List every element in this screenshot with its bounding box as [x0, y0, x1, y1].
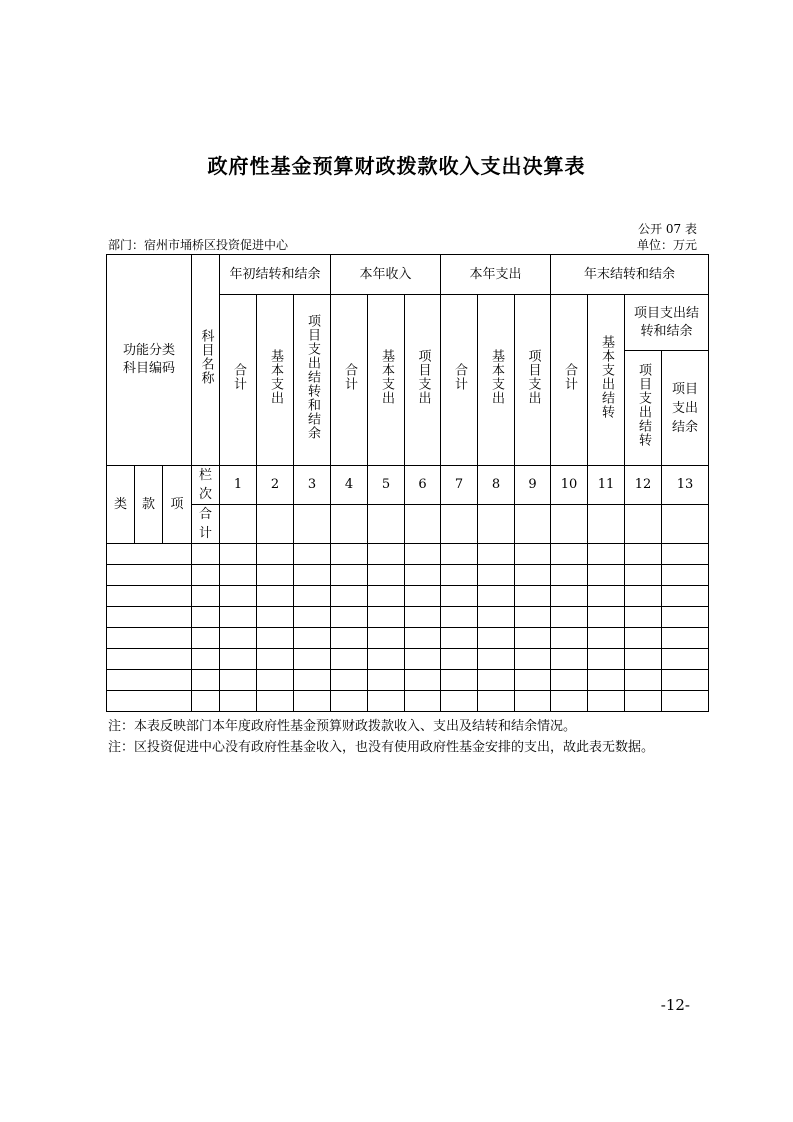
note-line: 注：本表反映部门本年度政府性基金预算财政拨款收入、支出及结转和结余情况。 [108, 719, 577, 734]
table-cell [294, 586, 331, 607]
col-end-project-balance: 项目支出结余 [662, 351, 709, 466]
table-cell [294, 649, 331, 670]
group-begin-balance: 年初结转和结余 [220, 255, 331, 295]
table-cell [368, 649, 405, 670]
col-expense-total: 合计 [441, 295, 478, 466]
table-cell [662, 565, 709, 586]
table-cell [625, 670, 662, 691]
table-cell [257, 607, 294, 628]
table-cell [294, 544, 331, 565]
table-cell [588, 691, 625, 712]
column-number: 11 [588, 466, 625, 505]
table-cell [257, 649, 294, 670]
table-cell [331, 607, 368, 628]
table-cell [331, 691, 368, 712]
table-cell [588, 649, 625, 670]
table-cell [662, 691, 709, 712]
table-cell [405, 670, 441, 691]
table-cell [294, 628, 331, 649]
table-cell [331, 586, 368, 607]
column-number: 12 [625, 466, 662, 505]
table-cell [257, 544, 294, 565]
table-cell [331, 505, 368, 544]
table-cell [257, 628, 294, 649]
table-cell [588, 565, 625, 586]
table-cell [220, 628, 257, 649]
section-label: 款 [135, 466, 163, 544]
notes [108, 716, 654, 758]
table-cell [220, 565, 257, 586]
table-cell [220, 607, 257, 628]
table-cell [220, 691, 257, 712]
table-cell [588, 628, 625, 649]
col-end-total: 合计 [551, 295, 588, 466]
column-number: 13 [662, 466, 709, 505]
table-cell [331, 544, 368, 565]
table-cell [515, 628, 551, 649]
table-cell [588, 670, 625, 691]
table-cell [257, 565, 294, 586]
column-number: 3 [294, 466, 331, 505]
table-cell [257, 691, 294, 712]
column-number: 9 [515, 466, 551, 505]
table-cell [551, 670, 588, 691]
table-cell [625, 691, 662, 712]
table-cell [625, 565, 662, 586]
table-cell [515, 691, 551, 712]
table-cell [588, 586, 625, 607]
table-cell [441, 691, 478, 712]
table-cell [331, 628, 368, 649]
table-cell [257, 586, 294, 607]
table-cell [478, 586, 515, 607]
table-cell [662, 586, 709, 607]
table-cell [478, 607, 515, 628]
settlement-table [106, 254, 709, 712]
table-cell [515, 670, 551, 691]
func-code-header: 功能分类科目编码 [107, 255, 192, 466]
table-cell [192, 607, 220, 628]
table-cell [662, 505, 709, 544]
table-row [107, 628, 709, 649]
table-cell [625, 586, 662, 607]
page-number: -12- [660, 996, 690, 1014]
table-cell [368, 565, 405, 586]
table-cell [405, 544, 441, 565]
table-cell [551, 505, 588, 544]
table-cell [192, 649, 220, 670]
table-cell [220, 586, 257, 607]
page-title: 政府性基金预算财政拨款收入支出决算表 [207, 154, 586, 178]
table-cell [107, 628, 192, 649]
table-cell [331, 670, 368, 691]
table-cell [662, 670, 709, 691]
table-cell [478, 670, 515, 691]
table-cell [405, 565, 441, 586]
col-income-basic: 基本支出 [368, 295, 405, 466]
col-end-project-carry: 项目支出结转 [625, 351, 662, 466]
col-expense-basic: 基本支出 [478, 295, 515, 466]
table-cell [551, 607, 588, 628]
column-number: 8 [478, 466, 515, 505]
table-cell [588, 505, 625, 544]
table-cell [551, 544, 588, 565]
table-cell [625, 607, 662, 628]
table-cell [441, 607, 478, 628]
column-number: 4 [331, 466, 368, 505]
table-cell [107, 565, 192, 586]
table-cell [515, 607, 551, 628]
table-cell [588, 607, 625, 628]
col-begin-project: 项目支出结转和结余 [294, 295, 331, 466]
table-cell [368, 607, 405, 628]
table-cell [220, 505, 257, 544]
table-cell [107, 607, 192, 628]
table-cell [192, 670, 220, 691]
table-cell [368, 586, 405, 607]
col-begin-total: 合计 [220, 295, 257, 466]
table-cell [625, 505, 662, 544]
subject-name-header: 科目名称 [192, 255, 220, 466]
total-row-label: 合计 [192, 505, 220, 544]
sub-project-carry-balance: 项目支出结转和结余 [625, 295, 709, 351]
column-order-label: 栏次 [192, 466, 220, 505]
table-cell [405, 586, 441, 607]
table-cell [220, 670, 257, 691]
table-row [107, 607, 709, 628]
table-cell [662, 649, 709, 670]
table-cell [257, 505, 294, 544]
table-cell [478, 649, 515, 670]
table-cell [405, 628, 441, 649]
table-row [107, 586, 709, 607]
col-end-basic-carry: 基本支出结转 [588, 295, 625, 466]
table-cell [331, 649, 368, 670]
table-row [107, 649, 709, 670]
department-label: 部门：宿州市埇桥区投资促进中心 [108, 238, 289, 252]
table-row [107, 565, 709, 586]
table-cell [294, 505, 331, 544]
column-number: 1 [220, 466, 257, 505]
table-cell [405, 649, 441, 670]
table-cell [478, 691, 515, 712]
table-cell [515, 505, 551, 544]
group-end-balance: 年末结转和结余 [551, 255, 709, 295]
table-cell [441, 544, 478, 565]
table-cell [551, 628, 588, 649]
table-cell [441, 649, 478, 670]
table-cell [441, 670, 478, 691]
col-income-project: 项目支出 [405, 295, 441, 466]
table-cell [478, 565, 515, 586]
table-cell [515, 544, 551, 565]
table-cell [368, 670, 405, 691]
table-cell [551, 565, 588, 586]
table-cell [588, 544, 625, 565]
table-cell [192, 691, 220, 712]
table-cell [515, 586, 551, 607]
table-cell [220, 649, 257, 670]
table-cell [441, 628, 478, 649]
table-cell [294, 565, 331, 586]
col-begin-basic: 基本支出 [257, 295, 294, 466]
table-cell [662, 628, 709, 649]
table-cell [515, 649, 551, 670]
table-cell [515, 565, 551, 586]
table-cell [294, 691, 331, 712]
table-cell [192, 586, 220, 607]
table-cell [551, 649, 588, 670]
form-code: 公开 07 表 [638, 222, 697, 236]
table-cell [625, 544, 662, 565]
table-cell [405, 607, 441, 628]
col-expense-project: 项目支出 [515, 295, 551, 466]
table-cell [441, 505, 478, 544]
table-cell [551, 586, 588, 607]
table-cell [107, 544, 192, 565]
table-row [107, 670, 709, 691]
table-cell [192, 628, 220, 649]
table-cell [662, 544, 709, 565]
table-cell [294, 670, 331, 691]
group-expense: 本年支出 [441, 255, 551, 295]
table-cell [441, 586, 478, 607]
column-number: 6 [405, 466, 441, 505]
table-cell [107, 586, 192, 607]
table-cell [551, 691, 588, 712]
table-cell [405, 691, 441, 712]
table-cell [107, 670, 192, 691]
table-cell [107, 649, 192, 670]
table-cell [625, 628, 662, 649]
empty-rows [107, 544, 709, 712]
column-number: 2 [257, 466, 294, 505]
table-cell [294, 607, 331, 628]
group-income: 本年收入 [331, 255, 441, 295]
table-cell [257, 670, 294, 691]
table-cell [368, 628, 405, 649]
table-cell [368, 544, 405, 565]
table-cell [192, 544, 220, 565]
table-cell [107, 691, 192, 712]
column-number: 5 [368, 466, 405, 505]
table-cell [441, 565, 478, 586]
table-cell [368, 505, 405, 544]
col-income-total: 合计 [331, 295, 368, 466]
class-label: 类 [107, 466, 135, 544]
table-cell [662, 607, 709, 628]
column-number: 7 [441, 466, 478, 505]
table-row [107, 691, 709, 712]
column-number: 10 [551, 466, 588, 505]
note-line: 注：区投资促进中心没有政府性基金收入，也没有使用政府性基金安排的支出，故此表无数据。 [108, 740, 655, 755]
table-cell [478, 505, 515, 544]
table-cell [478, 544, 515, 565]
item-label: 项 [163, 466, 192, 544]
table-cell [220, 544, 257, 565]
table-cell [478, 628, 515, 649]
table-cell [331, 565, 368, 586]
table-cell [368, 691, 405, 712]
table-cell [405, 505, 441, 544]
table-cell [625, 649, 662, 670]
table-row [107, 544, 709, 565]
table-cell [192, 565, 220, 586]
unit-label: 单位：万元 [636, 238, 697, 252]
